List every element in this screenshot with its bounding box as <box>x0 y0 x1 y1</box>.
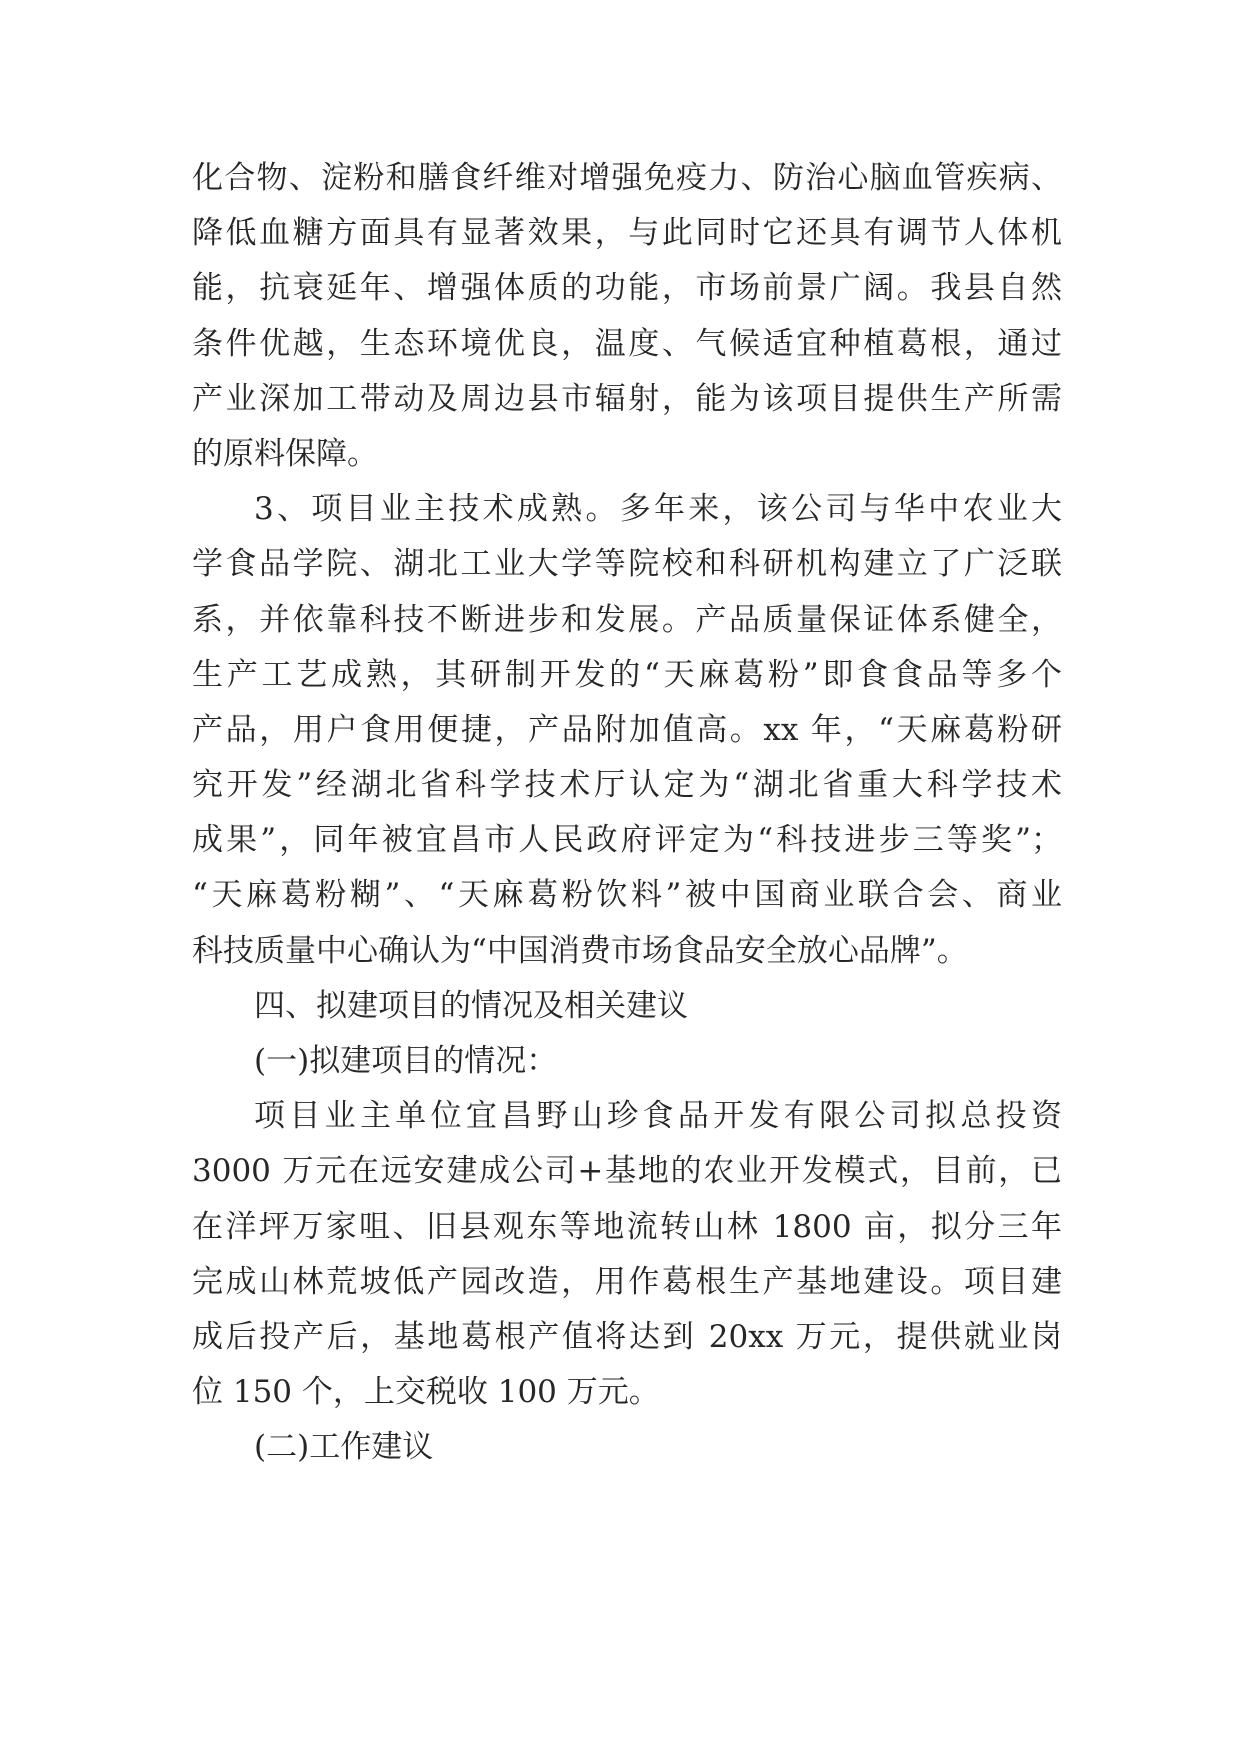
text-line: 成果”，同年被宜昌市人民政府评定为“科技进步三等奖”； <box>192 822 1062 859</box>
section-heading: 四、拟建项目的情况及相关建议 <box>254 987 688 1024</box>
text-line: 科技质量中心确认为“中国消费市场食品安全放心品牌”。 <box>192 932 968 969</box>
text-line: 3、项目业主技术成熟。多年来，该公司与华中农业大 <box>254 491 1062 528</box>
text-line: 生产工艺成熟，其研制开发的“天麻葛粉”即食食品等多个 <box>192 656 1062 693</box>
text-line: 在洋坪万家咀、旧县观东等地流转山林 1800 亩，拟分三年 <box>192 1208 1062 1245</box>
text-line: 完成山林荒坡低产园改造，用作葛根生产基地建设。项目建 <box>192 1263 1062 1300</box>
paragraph-continuation <box>192 151 1062 482</box>
text-line: 学食品学院、湖北工业大学等院校和科研机构建立了广泛联 <box>192 546 1062 583</box>
text-line: 成后投产后，基地葛根产值将达到 20xx 万元，提供就业岗 <box>192 1318 1062 1355</box>
text-line: 产业深加工带动及周边县市辐射，能为该项目提供生产所需 <box>192 380 1062 417</box>
document-body <box>192 151 1062 1476</box>
text-line: 究开发”经湖北省科学技术厅认定为“湖北省重大科学技术 <box>192 767 1062 804</box>
text-line: 项目业主单位宜昌野山珍食品开发有限公司拟总投资 <box>254 1098 1062 1135</box>
text-line: 系，并依靠科技不断进步和发展。产品质量保证体系健全， <box>192 601 1062 638</box>
subheading-project-status: (一)拟建项目的情况： <box>254 1043 558 1079</box>
paragraph-project-details <box>192 1089 1062 1420</box>
text-line: 位 150 个，上交税收 100 万元。 <box>192 1374 660 1411</box>
text-line: 3000 万元在远安建成公司+基地的农业开发模式，目前，已 <box>192 1153 1062 1190</box>
text-line: “天麻葛粉糊”、“天麻葛粉饮料”被中国商业联合会、商业 <box>192 877 1062 914</box>
text-line: 化合物、淀粉和膳食纤维对增强免疫力、防治心脑血管疾病、 <box>192 160 1062 196</box>
text-line: 产品，用户食用便捷，产品附加值高。xx 年，“天麻葛粉研 <box>192 711 1062 748</box>
text-line: 降低血糖方面具有显著效果，与此同时它还具有调节人体机 <box>192 215 1062 252</box>
text-line: 条件优越，生态环境优良，温度、气候适宜种植葛根，通过 <box>192 325 1062 362</box>
text-line: 的原料保障。 <box>192 435 378 472</box>
text-line: 能，抗衰延年、增强体质的功能，市场前景广阔。我县自然 <box>192 270 1062 307</box>
paragraph-technology <box>192 482 1062 979</box>
subheading-work-suggestions: (二)工作建议 <box>254 1429 434 1466</box>
